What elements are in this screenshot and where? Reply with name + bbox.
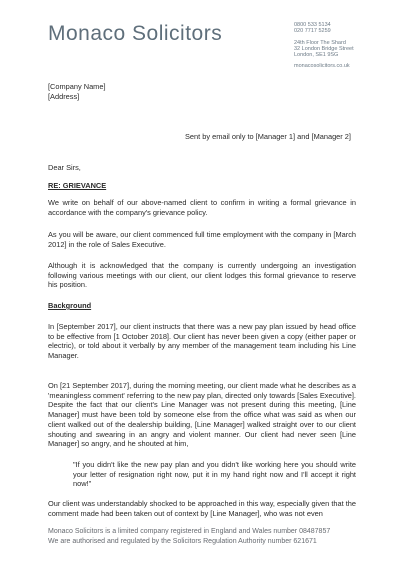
address-line-1: 24th Floor The Shard [294,39,346,46]
background-paragraph-2: On [21 September 2017], during the morning meeting, our client made what he describes as a 'meaningless comment' referring to the new pay plan, directed only towards [Sales Executive]. Despite the fact that our client's Line Manager was not present during this meeting, [Line Manager] must have been told by someone else from the office what was said as when our client walked out of the dealership building, [Line Manager] walked straight over to our client shouting and swearing in an angry and violent manner. Our client had never seen [Line Manager] so angry, and he shouted at him, [48,381,356,449]
recipient-company: [Company Name] [48,82,106,91]
address-line-2: 32 London Bridge Street [294,45,354,52]
recipient-address: [Address] [48,92,80,101]
background-paragraph-3: Our client was understandably shocked to be approached in this way, especially given that the comment made had been taken out of context by [Line Manager], who was not even [48,499,356,518]
phone-1: 0800 533 5134 [294,22,331,28]
brand-name: Monaco Solicitors [48,22,223,45]
website-link[interactable]: monacosolicitors.co.uk [294,63,350,70]
paragraph-employment: As you will be aware, our client commenced full time employment with the company in [March 2012] in the role of Sales Executive. [48,230,356,249]
phone-2: 020 7717 5259 [294,28,331,35]
re-heading: RE: GRIEVANCE [48,181,107,190]
recipient-block [48,82,106,102]
footer [48,527,330,547]
background-paragraph-1: In [September 2017], our client instructs that there was a new pay plan issued by head office to be effective from [1 October 2018]. Our client has never been given a copy (either paper or electric), or told about it verbally by any member of the management team including his Line Manager. [48,322,356,361]
quoted-statement: "If you didn't like the new pay plan and you didn't like working here you should write your letter of resignation right now, put it in my hand right now and I'll accept it right now!" [73,460,356,489]
background-heading: Background [48,301,92,310]
salutation: Dear Sirs, [48,163,81,172]
footer-registration: Monaco Solicitors is a limited company registered in England and Wales number 08487857 [48,528,331,535]
contact-block [294,22,354,70]
paragraph-investigation: Although it is acknowledged that the company is currently undergoing an investigation following various meetings with our client, our client lodges this formal grievance to reserve his position. [48,261,356,290]
footer-regulation: We are authorised and regulated by the Solicitors Regulation Authority number 621671 [48,538,317,545]
paragraph-intro: We write on behalf of our above-named client to confirm in writing a formal grievance in accordance with the company's grievance policy. [48,198,356,217]
address-line-3: London, SE1 9SG [294,52,339,59]
sent-line: Sent by email only to [Manager 1] and [Manager 2] [185,132,351,141]
